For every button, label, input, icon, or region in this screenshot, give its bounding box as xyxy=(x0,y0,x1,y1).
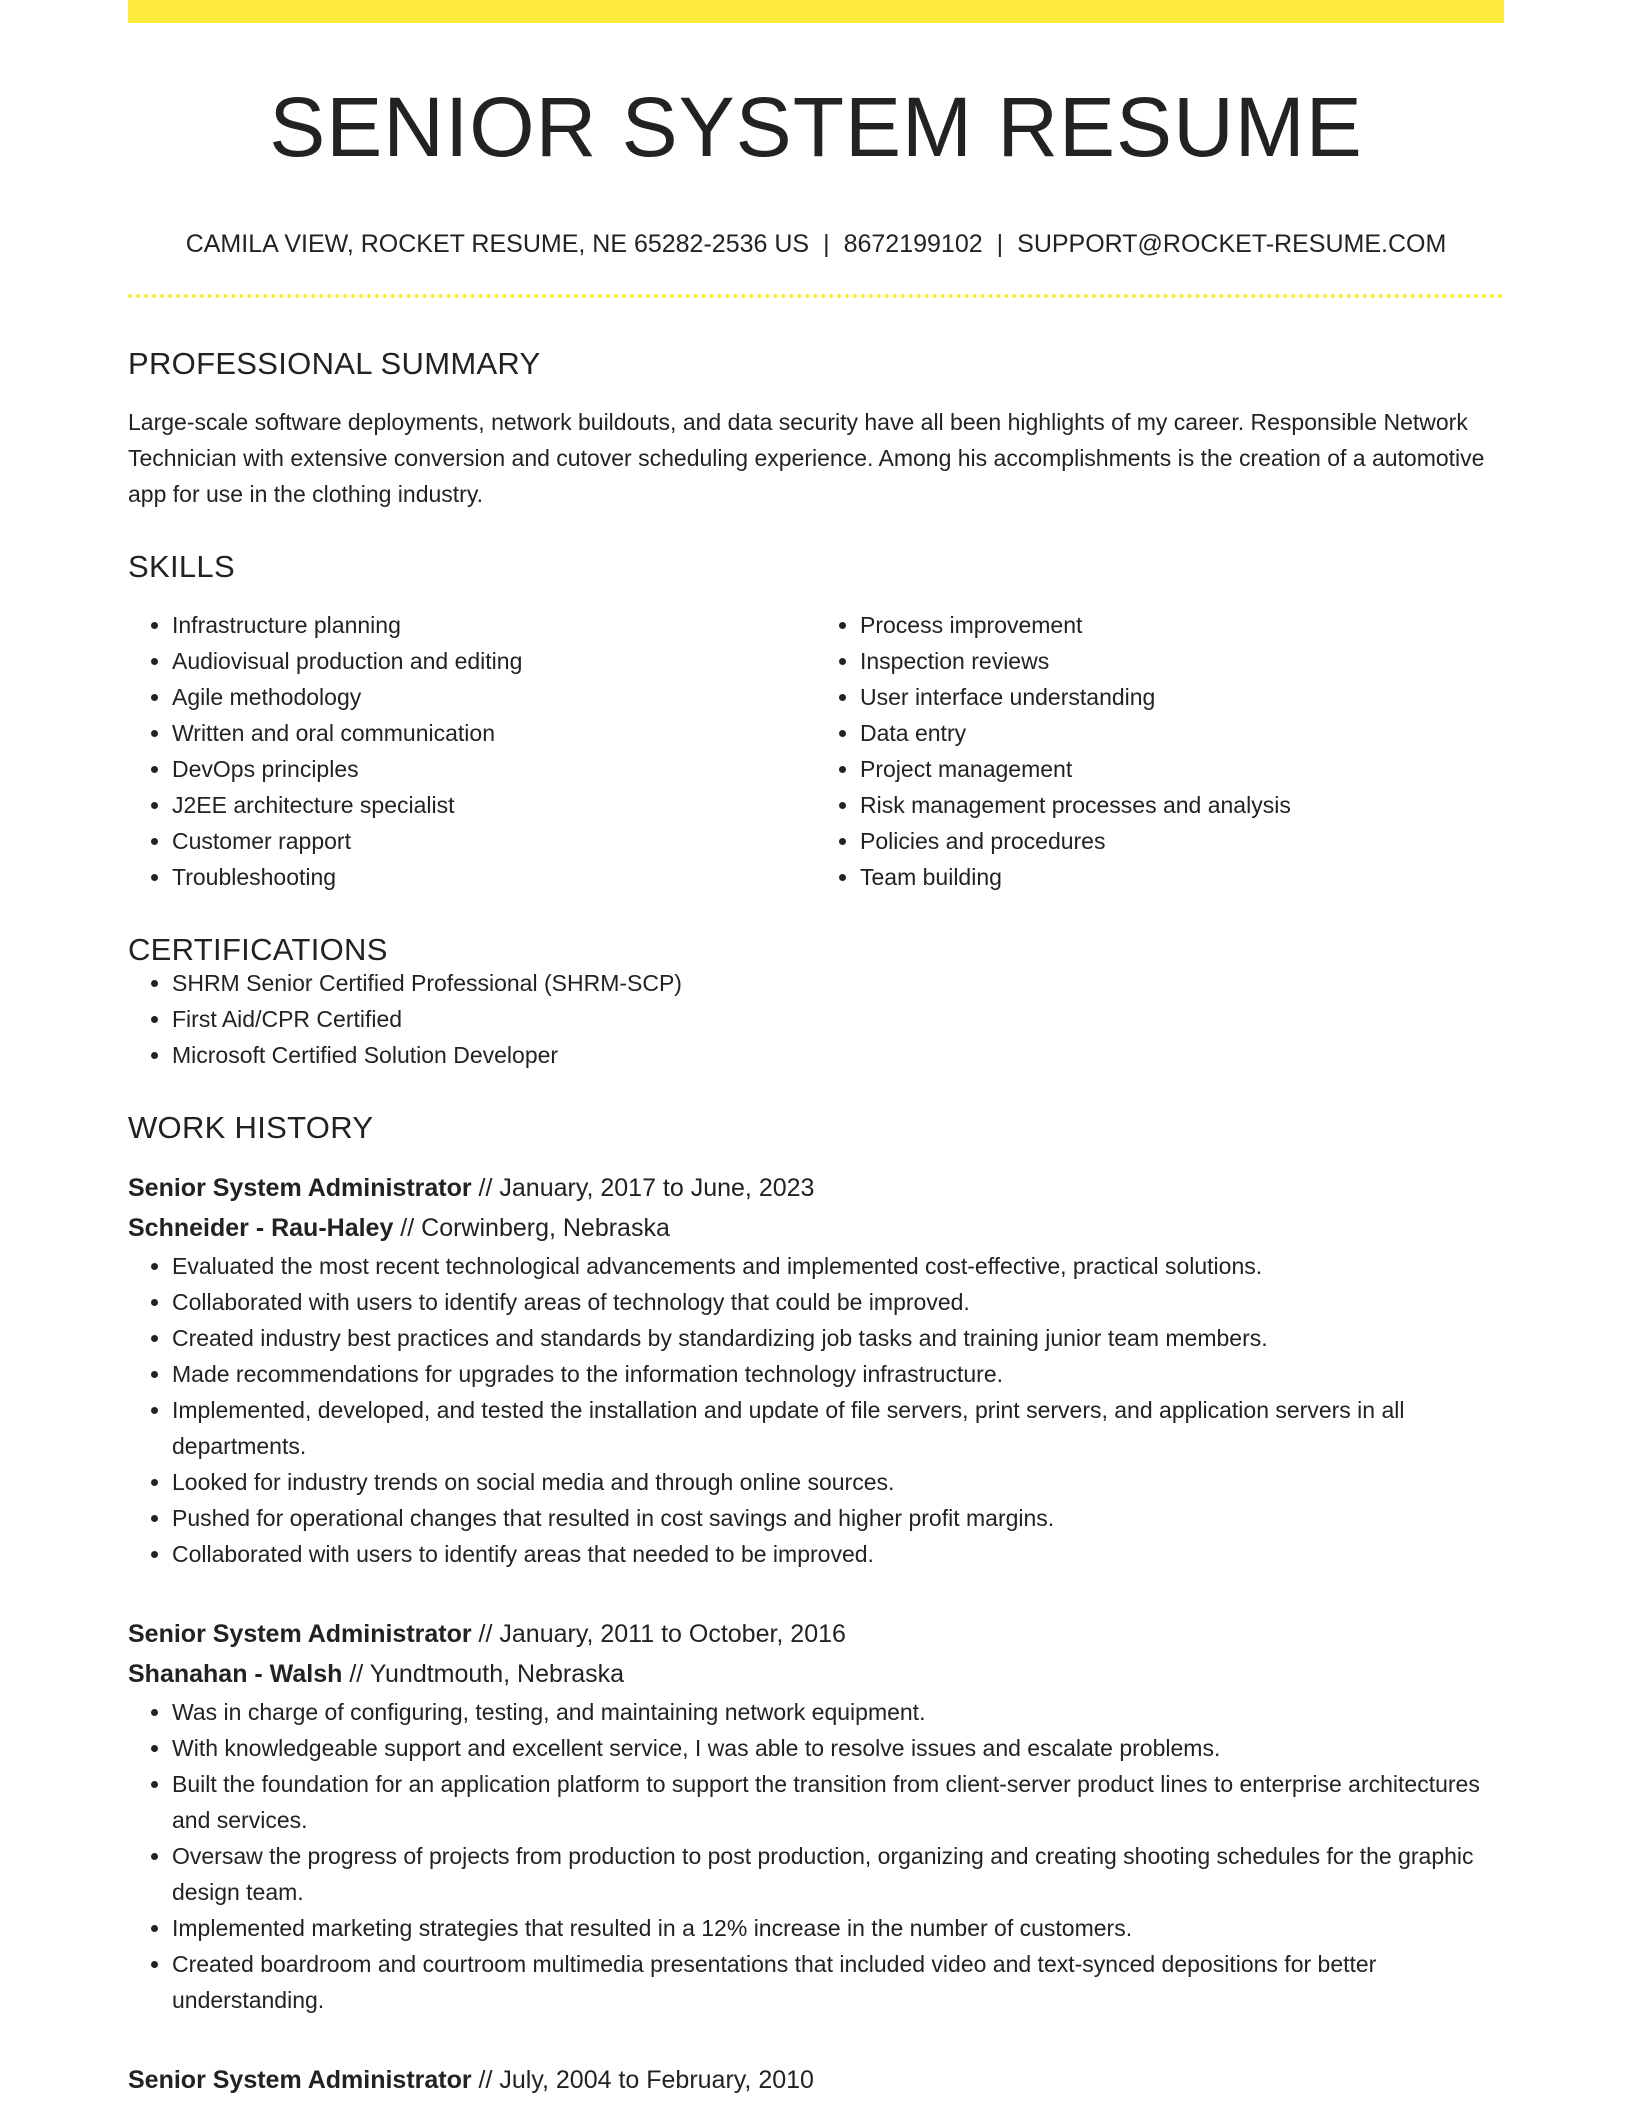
job-bullet: • Implemented marketing strategies that resulted in a 12% increase in the number of customers. xyxy=(172,1910,1504,1946)
job-title: Senior System Administrator xyxy=(128,1174,472,1202)
job-title-line xyxy=(128,1614,1504,1654)
skill-item: • Inspection reviews xyxy=(860,643,1504,679)
skill-item: • Customer rapport xyxy=(172,823,816,859)
certifications-heading: CERTIFICATIONS xyxy=(128,932,388,967)
resume-title: SENIOR SYSTEM RESUME xyxy=(269,80,1363,174)
skill-item: • Process improvement xyxy=(860,607,1504,643)
skill-item: • User interface understanding xyxy=(860,679,1504,715)
job-company: Schneider - Rau-Haley xyxy=(128,1214,394,1242)
summary-text: Large-scale software deployments, network buildouts, and data security have all been highlights of my career. Responsible Network Technician with extensive conversion and cutover scheduling experience. Among his accomplishments is the creation of a automotive app for use in the clothing industry. xyxy=(128,409,1485,507)
job-bullet: • Implemented, developed, and tested the installation and update of file servers, print servers, and application servers in all departments. xyxy=(172,1392,1504,1464)
work-history-list xyxy=(128,1168,1504,2100)
skill-item: • Agile methodology xyxy=(172,679,816,715)
certification-item: • SHRM Senior Certified Professional (SHRM-SCP) xyxy=(172,965,1504,1001)
dotted-divider xyxy=(128,294,1504,298)
certification-item: • Microsoft Certified Solution Developer xyxy=(172,1037,1504,1073)
job-bullets xyxy=(128,1248,1504,1572)
resume-page xyxy=(128,0,1504,2100)
job-dates: // July, 2004 to February, 2010 xyxy=(471,2066,814,2094)
job-entry xyxy=(128,2060,1504,2100)
job-bullets xyxy=(128,1694,1504,2018)
job-bullet: • Collaborated with users to identify areas of technology that could be improved. xyxy=(172,1284,1504,1320)
job-entry xyxy=(128,1614,1504,2018)
skills-columns xyxy=(128,607,1504,895)
job-bullet: • Collaborated with users to identify areas that needed to be improved. xyxy=(172,1536,1504,1572)
contact-separator: | xyxy=(996,230,1004,258)
job-bullet: • Looked for industry trends on social media and through online sources. xyxy=(172,1464,1504,1500)
job-location: // Corwinberg, Nebraska xyxy=(393,1214,670,1242)
job-bullet: • Created boardroom and courtroom multimedia presentations that included video and text-synced depositions for better understanding. xyxy=(172,1946,1504,2018)
contact-email: SUPPORT@ROCKET-RESUME.COM xyxy=(1017,230,1447,258)
job-bullet: • Evaluated the most recent technological advancements and implemented cost-effective, practical solutions. xyxy=(172,1248,1504,1284)
job-bullet: • With knowledgeable support and excellent service, I was able to resolve issues and escalate problems. xyxy=(172,1730,1504,1766)
certification-item: • First Aid/CPR Certified xyxy=(172,1001,1504,1037)
contact-line xyxy=(128,232,1504,257)
contact-address: CAMILA VIEW, ROCKET RESUME, NE 65282-2536 US xyxy=(185,230,810,258)
job-dates: // January, 2017 to June, 2023 xyxy=(471,1174,815,1202)
job-company-line xyxy=(128,1208,1504,1248)
job-bullet: • Made recommendations for upgrades to the information technology infrastructure. xyxy=(172,1356,1504,1392)
job-bullet: • Was in charge of configuring, testing, and maintaining network equipment. xyxy=(172,1694,1504,1730)
skill-item: • J2EE architecture specialist xyxy=(172,787,816,823)
skill-item: • Team building xyxy=(860,859,1504,895)
skill-item: • DevOps principles xyxy=(172,751,816,787)
skill-item: • Audiovisual production and editing xyxy=(172,643,816,679)
job-entry xyxy=(128,1168,1504,1572)
job-bullet: • Built the foundation for an application platform to support the transition from client-server product lines to enterprise architectures and services. xyxy=(172,1766,1504,1838)
job-dates: // January, 2011 to October, 2016 xyxy=(471,1620,846,1648)
job-company-line xyxy=(128,1654,1504,1694)
accent-top-bar xyxy=(128,0,1504,23)
skills-right-list xyxy=(816,607,1504,895)
job-bullet: • Created industry best practices and standards by standardizing job tasks and training junior team members. xyxy=(172,1320,1504,1356)
job-bullet: • Oversaw the progress of projects from production to post production, organizing and creating shooting schedules for the graphic design team. xyxy=(172,1838,1504,1910)
skills-left-list xyxy=(128,607,816,895)
skill-item: • Policies and procedures xyxy=(860,823,1504,859)
contact-separator: | xyxy=(823,230,830,258)
skill-item: • Infrastructure planning xyxy=(172,607,816,643)
job-title: Senior System Administrator xyxy=(128,1620,472,1648)
job-title-line xyxy=(128,2060,1504,2100)
skills-heading: SKILLS xyxy=(128,549,235,584)
certifications-list xyxy=(128,965,1504,1073)
job-title-line xyxy=(128,1168,1504,1208)
work-history-heading: WORK HISTORY xyxy=(128,1110,374,1145)
job-title: Senior System Administrator xyxy=(128,2066,472,2094)
skill-item: • Data entry xyxy=(860,715,1504,751)
job-location: // Yundtmouth, Nebraska xyxy=(342,1660,625,1688)
summary-heading: PROFESSIONAL SUMMARY xyxy=(128,346,541,381)
job-bullet: • Pushed for operational changes that resulted in cost savings and higher profit margins. xyxy=(172,1500,1504,1536)
contact-phone: 8672199102 xyxy=(843,230,983,258)
skill-item: • Written and oral communication xyxy=(172,715,816,751)
skill-item: • Troubleshooting xyxy=(172,859,816,895)
job-company: Shanahan - Walsh xyxy=(128,1660,343,1688)
skill-item: • Project management xyxy=(860,751,1504,787)
skill-item: • Risk management processes and analysis xyxy=(860,787,1504,823)
